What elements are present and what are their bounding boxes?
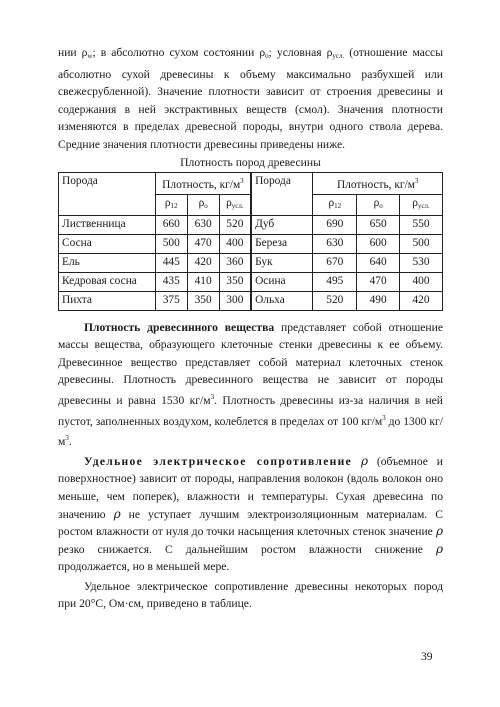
value-cell: 500: [400, 234, 443, 253]
value-cell: 495: [313, 272, 357, 291]
value-cell: 420: [400, 291, 443, 310]
density-table: [58, 172, 443, 311]
species-cell: Пихта: [59, 291, 156, 310]
table-row: [59, 253, 443, 272]
value-cell: 470: [187, 234, 219, 253]
species-cell: Дуб: [251, 215, 313, 234]
value-cell: 410: [187, 272, 219, 291]
page-body: [58, 44, 443, 613]
header-density-left: Плотность, $кг/м^3$: [155, 172, 251, 194]
value-cell: 300: [219, 291, 251, 310]
value-cell: 670: [313, 253, 357, 272]
species-cell: Осина: [251, 272, 313, 291]
sub-rhoo-right: $\rho_о$: [357, 194, 400, 215]
value-cell: 470: [357, 272, 400, 291]
value-cell: 435: [155, 272, 187, 291]
term-wood-substance-density: Плотность древесинного вещества: [84, 320, 275, 334]
species-cell: Ель: [59, 253, 156, 272]
table-header-row: [59, 172, 443, 194]
value-cell: 550: [400, 215, 443, 234]
value-cell: 630: [187, 215, 219, 234]
value-cell: 650: [357, 215, 400, 234]
value-cell: 420: [187, 253, 219, 272]
species-cell: Сосна: [59, 234, 156, 253]
value-cell: 660: [155, 215, 187, 234]
value-cell: 640: [357, 253, 400, 272]
value-cell: 600: [357, 234, 400, 253]
sub-rhousl-left: $\rho_{усл.}$: [219, 194, 251, 215]
value-cell: 360: [219, 253, 251, 272]
sub-rho12-left: $\rho_{12}$: [155, 194, 187, 215]
header-density-right: Плотность, $кг/м^3$: [313, 172, 443, 194]
value-cell: 530: [400, 253, 443, 272]
value-cell: 350: [187, 291, 219, 310]
sub-rho12-right: $\rho_{12}$: [313, 194, 357, 215]
header-species-right: Порода: [251, 172, 313, 215]
species-cell: Ольха: [251, 291, 313, 310]
header-species-left: Порода: [59, 172, 156, 215]
value-cell: 520: [313, 291, 357, 310]
species-cell: Кедровая сосна: [59, 272, 156, 291]
wood-substance-paragraph: Плотность древесинного вещества представляет собой отношение массы вещества, образующего клеточные стенки древесины к ее объему. Древесинное вещество представляет собой материал клеточных стенок древесины. Плотность древесинного вещества не зависит от породы древесины и равна 1530 $кг/м^3$. Плотность древесины из-за наличия в ней пустот, заполненных воздухом, колеблется в пределах от 100 $кг/м^3$ до 1300 $кг/м^3$.: [58, 320, 443, 449]
value-cell: 350: [219, 272, 251, 291]
species-cell: Береза: [251, 234, 313, 253]
table-row: [59, 234, 443, 253]
term-resistivity: Удельное электрическое сопротивление: [84, 454, 353, 468]
table-caption: Плотность пород древесины: [180, 155, 321, 169]
intro-paragraph: нии $\rho_w$; в абсолютно сухом состоянии $\rho_o$; условная $\rho_{усл.}$ (отношение массы абсолютно сухой древесины к объему максимально разбухшей или свежесрубленной). Значение плотности зависит от строения древесины и содержания в ней экстрактивных веществ (смол). Значения плотности изменяются в пределах древесной породы, внутри одного ствола дерева. Средние значения плотности древесины приведены ниже.: [58, 46, 443, 151]
resistivity-paragraph: Удельное электрическое сопротивление ρ (объемное и поверхностное) зависит от породы, направления волокон (вдоль волокон оно меньше, чем поперек), влажности и температуры. Сухая древесина по значению ρ не уступает лучшим электроизоляционным материалам. С ростом влажности от нуля до точки насыщения клеточных стенок значение ρ резко снижается. С дальнейшим ростом влажности снижение ρ продолжается, но в меньшей мере.: [58, 453, 443, 574]
table-row: [59, 215, 443, 234]
page-number: 39: [421, 650, 433, 663]
value-cell: 500: [155, 234, 187, 253]
value-cell: 520: [219, 215, 251, 234]
value-cell: 400: [400, 272, 443, 291]
value-cell: 400: [219, 234, 251, 253]
sub-rhousl-right: $\rho_{усл.}$: [400, 194, 443, 215]
value-cell: 445: [155, 253, 187, 272]
table-row: [59, 272, 443, 291]
table-row: [59, 291, 443, 310]
value-cell: 630: [313, 234, 357, 253]
value-cell: 490: [357, 291, 400, 310]
species-cell: Лиственница: [59, 215, 156, 234]
table-intro-paragraph: Удельное электрическое сопротивление древесины некоторых пород при 20°С, Ом·см, приведено в таблице.: [58, 579, 443, 611]
species-cell: Бук: [251, 253, 313, 272]
value-cell: 690: [313, 215, 357, 234]
sub-rhoo-left: $\rho_о$: [187, 194, 219, 215]
value-cell: 375: [155, 291, 187, 310]
